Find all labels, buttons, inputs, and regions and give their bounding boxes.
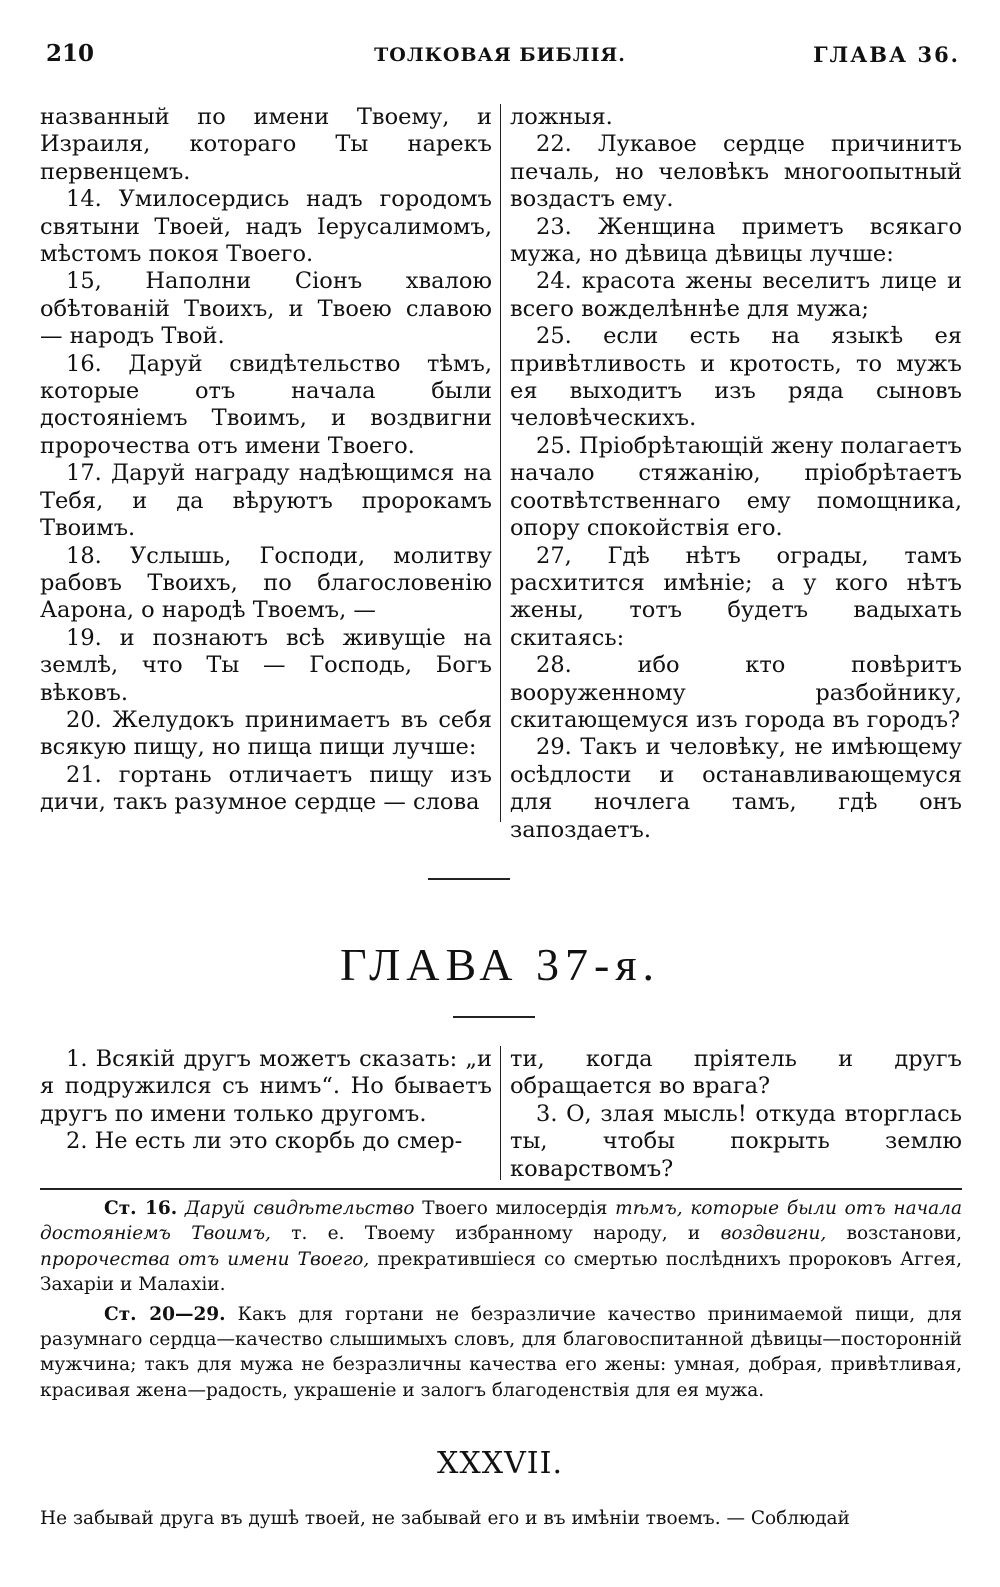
chapter-37-text xyxy=(40,1046,962,1180)
running-title: ТОЛКОВАЯ БИБЛІЯ. xyxy=(374,44,626,66)
verse: 27, Гдѣ нѣтъ ограды, тамъ расхитится имѣніе; а у кого нѣтъ жены, тотъ будетъ вадыхать скитаясь: xyxy=(510,542,962,651)
commentary-text: прекратившіеся со смертью послѣднихъ пророковъ Аггея, Захаріи и Малахіи. xyxy=(40,1248,962,1296)
quoted-phrase: воздвигни, xyxy=(720,1223,827,1245)
commentary-text: Твоего милосердія xyxy=(422,1198,608,1219)
verse: 15, Наполни Сіонъ хвалою обѣтованій Твоихъ, и Твоею славою — народъ Твой. xyxy=(40,268,492,350)
commentary-rule xyxy=(40,1188,962,1190)
verse: 14. Умилосердись надъ городомъ святыни Твоей, надъ Іерусалимомъ, мѣстомъ покоя Твоего. xyxy=(40,186,492,268)
separator-rule xyxy=(428,878,510,880)
right-column xyxy=(510,104,962,844)
commentary-text: возстанови, xyxy=(846,1223,962,1245)
column-divider xyxy=(500,1046,501,1180)
verse: 25. если есть на языкѣ ея привѣтливость и кротость, то мужъ ея выходитъ изъ ряда сыновъ человѣческихъ. xyxy=(510,323,962,432)
verse: 28. ибо кто повѣритъ вооруженному разбойнику, скитающемуся изъ города въ городъ? xyxy=(510,652,962,733)
left-column xyxy=(40,1046,492,1156)
verse: 21. гортань отличаетъ пищу изъ дичи, такъ разумное сердце — слова xyxy=(40,761,492,816)
quoted-phrase: Даруй свидѣтельство xyxy=(184,1198,415,1219)
verse-continuation: названный по имени Твоему, и Израиля, котораго Ты нарекъ первенцемъ. xyxy=(40,104,492,185)
commentary-paragraph xyxy=(40,1302,962,1404)
chapter-heading: ГЛАВА 37-я. xyxy=(339,939,661,990)
verse: 22. Лукавое сердце причинитъ печаль, но человѣкъ многоопытный воздастъ ему. xyxy=(510,131,962,213)
verse: 23. Женщина приметъ всякаго мужа, но дѣвица дѣвицы лучше: xyxy=(510,213,962,268)
verse: 24. красота жены веселитъ лице и всего вожделѣннѣе для мужа; xyxy=(510,268,962,322)
verse-continuation: ти, когда пріятель и другъ обращается во врага? xyxy=(510,1046,962,1100)
chapter-36-text xyxy=(40,104,962,843)
quoted-phrase: тѣмъ, которые были отъ начала достояніемъ Твоимъ, xyxy=(40,1198,962,1245)
commentary-text: Какъ для гортани не безразличие качество принимаемой пищи, для разумнаго сердца—качество слышимыхъ словъ, для благовоспитанной дѣвицы—посторонній мужчина; такъ для мужа не безразличны качества его жены: умная, добрая, привѣтливая, красивая жена—радость, украшеніе и залогъ благоденствія для ея мужа. xyxy=(40,1303,963,1401)
verse: 29. Такъ и человѣку, не имѣющему осѣдлости и останавливающемуся для ночлега тамъ, гдѣ онъ запоздаетъ. xyxy=(510,734,962,843)
verse: 2. Не есть ли это скорбь до смер- xyxy=(66,1128,463,1155)
verse-reference: Ст. 20—29. xyxy=(104,1303,226,1325)
verse-continuation: ложныя. xyxy=(510,104,613,130)
commentary xyxy=(40,1196,962,1407)
commentary-text: т. е. Твоему избранному народу, и xyxy=(291,1223,701,1245)
running-head xyxy=(0,40,1000,74)
body-text-line: Не забывай друга въ душѣ твоей, не забывай его и въ имѣніи твоемъ. — Соблюдай xyxy=(40,1508,850,1529)
verse: 19. и познаютъ всѣ живущіе на землѣ, что Ты — Господь, Богъ вѣковъ. xyxy=(40,624,492,706)
verse: 16. Даруй свидѣтельство тѣмъ, которые отъ начала были достояніемъ Твоимъ, и воздвигни пророчества отъ имени Твоего. xyxy=(40,350,492,459)
running-chapter: ГЛАВА 36. xyxy=(813,42,960,67)
quoted-phrase: пророчества отъ имени Твоего, xyxy=(40,1248,370,1270)
verse: 1. Всякій другъ можетъ сказать: „и я подружился съ нимъ“. Но бываетъ другъ по имени только другомъ. xyxy=(40,1046,492,1127)
page-number: 210 xyxy=(46,40,95,67)
verse-reference: Ст. 16. xyxy=(104,1198,178,1219)
left-column xyxy=(40,104,492,817)
verse: 20. Желудокъ принимаетъ въ себя всякую пищу, но пища пищи лучше: xyxy=(40,706,492,761)
right-column xyxy=(510,1046,962,1183)
verse: 3. О, злая мысль! откуда вторглась ты, чтобы покрыть землю коварствомъ? xyxy=(510,1100,962,1182)
separator-rule xyxy=(453,1016,535,1018)
section-number: XXXVII. xyxy=(437,1446,563,1481)
verse: 17. Даруй награду надѣющимся на Тебя, и да вѣруютъ пророкамъ Твоимъ. xyxy=(40,460,492,542)
verse: 25. Пріобрѣтающій жену полагаетъ начало стяжанію, пріобрѣтаетъ соотвѣтственнаго ему помощника, опору спокойствія его. xyxy=(510,432,962,542)
verse: 18. Услышь, Господи, молитву рабовъ Твоихъ, по благословенію Аарона, о народѣ Твоемъ, — xyxy=(40,542,492,624)
column-divider xyxy=(500,104,501,822)
commentary-paragraph xyxy=(40,1196,962,1298)
